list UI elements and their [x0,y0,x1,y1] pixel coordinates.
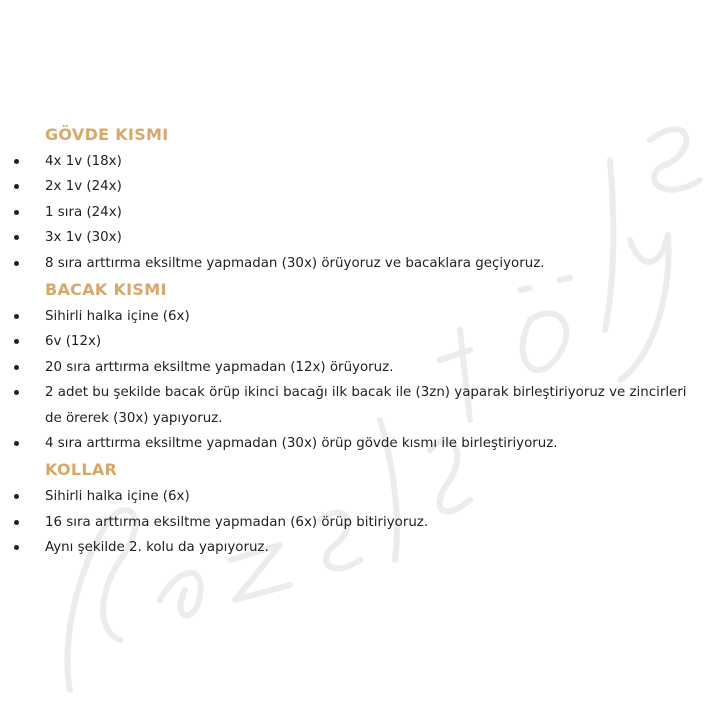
list-item [0,510,720,535]
instructions-content [0,121,720,561]
list-govde [0,149,720,276]
list-item [0,355,720,380]
list-item [0,200,720,225]
list-item [0,535,720,560]
bullet-icon [14,545,19,550]
section-kollar [0,456,720,560]
bullet-icon [14,159,19,164]
bullet-icon [14,184,19,189]
bullet-icon [14,441,19,446]
bullet-icon [14,261,19,266]
bullet-icon [14,235,19,240]
bullet-icon [14,520,19,525]
bullet-icon [14,314,19,319]
bullet-icon [14,339,19,344]
list-item-text: Sihirli halka içine (6x) [45,309,190,325]
bullet-icon [14,390,19,395]
list-item [0,329,720,354]
list-item [0,251,720,276]
section-title-govde: GÖVDE KISMI [45,125,169,144]
list-item-text: 2x 1v (24x) [45,179,122,195]
list-item-text: Aynı şekilde 2. kolu da yapıyoruz. [45,540,269,556]
list-item-text: 4x 1v (18x) [45,154,122,169]
bullet-icon [14,210,19,215]
list-item-text: 2 adet bu şekilde bacak örüp ikinci bacağı ilk bacak ile (3zn) yaparak birleştiriyoruz ve zincirleri de örerek (30x) yapıyoruz. [45,385,687,426]
section-title-bacak: BACAK KISMI [45,280,167,300]
list-item-text: 4 sıra arttırma eksiltme yapmadan (30x) örüp gövde kısmı ile birleştiriyoruz. [45,436,558,452]
list-item-text: 1 sıra (24x) [45,204,122,220]
section-bacak [0,276,720,456]
list-item-text: 8 sıra arttırma eksiltme yapmadan (30x) örüyoruz ve bacaklara geçiyoruz. [45,255,545,271]
list-item [0,149,720,174]
list-item [0,225,720,250]
bullet-icon [14,494,19,499]
list-item [0,304,720,329]
list-item [0,484,720,509]
list-bacak [0,304,720,456]
list-item-text: 16 sıra arttırma eksiltme yapmadan (6x) örüp bitiriyoruz. [45,514,429,530]
list-item [0,174,720,199]
list-item-text: 20 sıra arttırma eksiltme yapmadan (12x) örüyoruz. [45,359,394,375]
section-govde [0,121,720,276]
list-item [0,380,720,431]
section-title-kollar: KOLLAR [45,460,118,480]
list-item-text: 6v (12x) [45,334,102,350]
list-item [0,431,720,456]
list-item-text: Sihirli halka içine (6x) [45,489,190,505]
list-kollar [0,484,720,560]
bullet-icon [14,365,19,370]
list-item-text: 3x 1v (30x) [45,230,122,246]
